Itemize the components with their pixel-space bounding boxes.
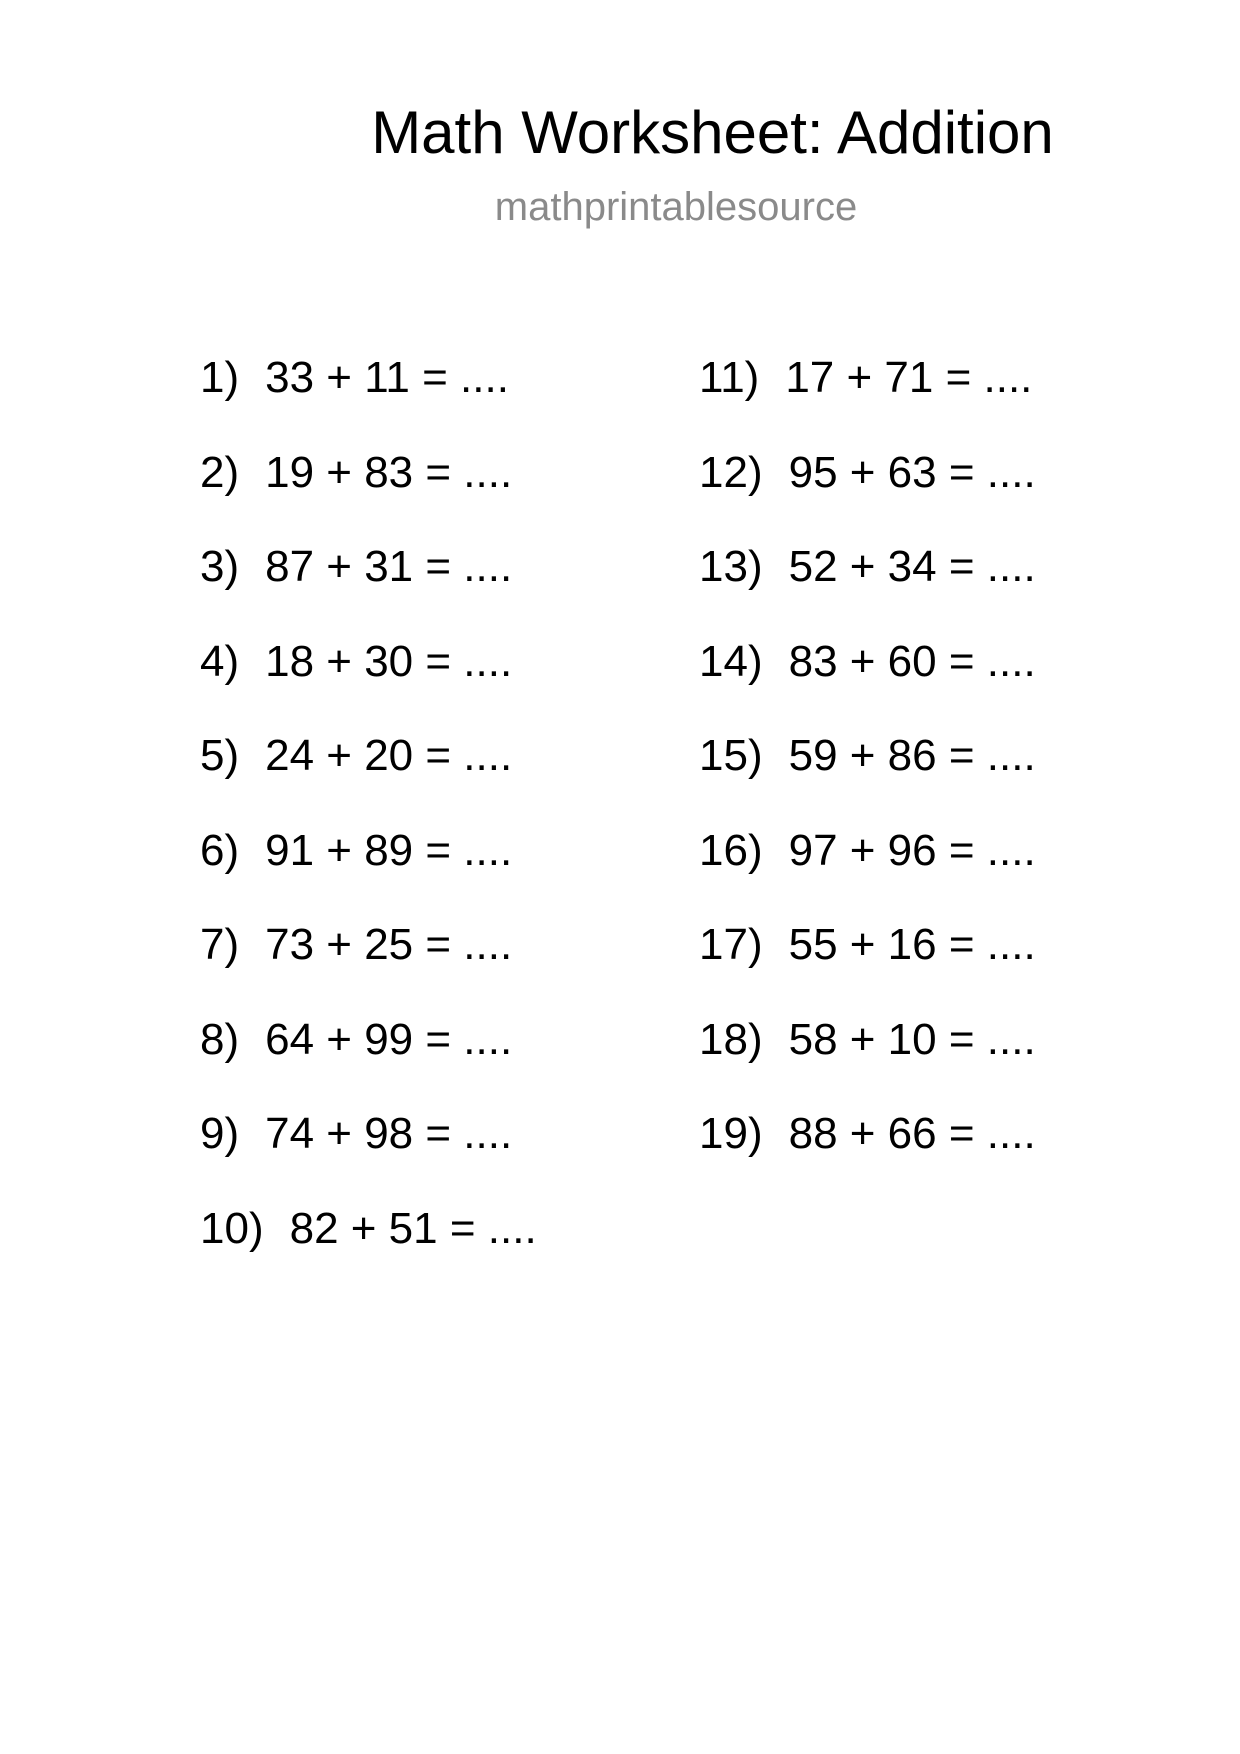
problem-item <box>200 730 537 825</box>
problem-number: 9) <box>200 1109 240 1158</box>
problem-item <box>200 541 537 636</box>
problem-item <box>200 352 537 447</box>
problem-number: 4) <box>200 636 240 686</box>
problem-item <box>699 730 1036 825</box>
worksheet-subtitle: mathprintablesource <box>494 185 858 229</box>
problem-number: 17) <box>699 920 763 969</box>
problem-column-right <box>699 352 1036 1203</box>
problem-expression: 97 + 96 = .... <box>788 825 1036 875</box>
problem-expression: 73 + 25 = .... <box>265 920 513 969</box>
problem-item <box>699 352 1036 447</box>
problem-item <box>200 447 537 542</box>
problem-number: 15) <box>699 731 763 780</box>
problem-expression: 58 + 10 = .... <box>788 1014 1036 1064</box>
problem-item <box>699 1014 1036 1109</box>
problem-item <box>699 541 1036 636</box>
problem-number: 2) <box>200 447 240 497</box>
problem-expression: 33 + 11 = .... <box>265 353 509 402</box>
problem-expression: 59 + 86 = .... <box>788 731 1036 780</box>
problem-number: 11) <box>699 353 760 402</box>
problem-expression: 24 + 20 = .... <box>265 731 513 780</box>
problem-expression: 52 + 34 = .... <box>788 542 1036 591</box>
problem-number: 13) <box>699 542 763 591</box>
problem-number: 10) <box>200 1203 264 1253</box>
problem-number: 14) <box>699 636 763 686</box>
problem-expression: 19 + 83 = .... <box>265 447 513 497</box>
problem-column-left <box>200 352 537 1297</box>
problem-item <box>699 825 1036 920</box>
problem-number: 6) <box>200 825 240 875</box>
problem-number: 12) <box>699 447 763 497</box>
worksheet-title: Math Worksheet: Addition <box>371 99 1054 166</box>
problem-expression: 18 + 30 = .... <box>265 636 513 686</box>
problem-expression: 91 + 89 = .... <box>265 825 513 875</box>
problem-expression: 88 + 66 = .... <box>788 1109 1036 1158</box>
problem-expression: 83 + 60 = .... <box>788 636 1036 686</box>
problem-expression: 55 + 16 = .... <box>788 920 1036 969</box>
problem-number: 5) <box>200 731 240 780</box>
problem-item <box>200 919 537 1014</box>
problem-expression: 17 + 71 = .... <box>785 353 1033 402</box>
problem-item <box>699 636 1036 731</box>
problem-expression: 64 + 99 = .... <box>265 1014 513 1064</box>
problem-expression: 95 + 63 = .... <box>788 447 1036 497</box>
problem-item <box>699 1108 1036 1203</box>
problem-number: 7) <box>200 920 240 969</box>
problem-expression: 82 + 51 = .... <box>289 1203 537 1253</box>
problem-item <box>699 447 1036 542</box>
problem-item <box>200 636 537 731</box>
problem-number: 3) <box>200 542 240 591</box>
problem-expression: 74 + 98 = .... <box>265 1109 513 1158</box>
problem-number: 18) <box>699 1014 763 1064</box>
problem-number: 8) <box>200 1014 240 1064</box>
problem-item <box>699 919 1036 1014</box>
problem-item <box>200 1014 537 1109</box>
problem-number: 19) <box>699 1109 763 1158</box>
problem-item <box>200 1203 537 1298</box>
problem-number: 16) <box>699 825 763 875</box>
problem-item <box>200 1108 537 1203</box>
problem-item <box>200 825 537 920</box>
problem-expression: 87 + 31 = .... <box>265 542 513 591</box>
problem-number: 1) <box>200 353 240 402</box>
